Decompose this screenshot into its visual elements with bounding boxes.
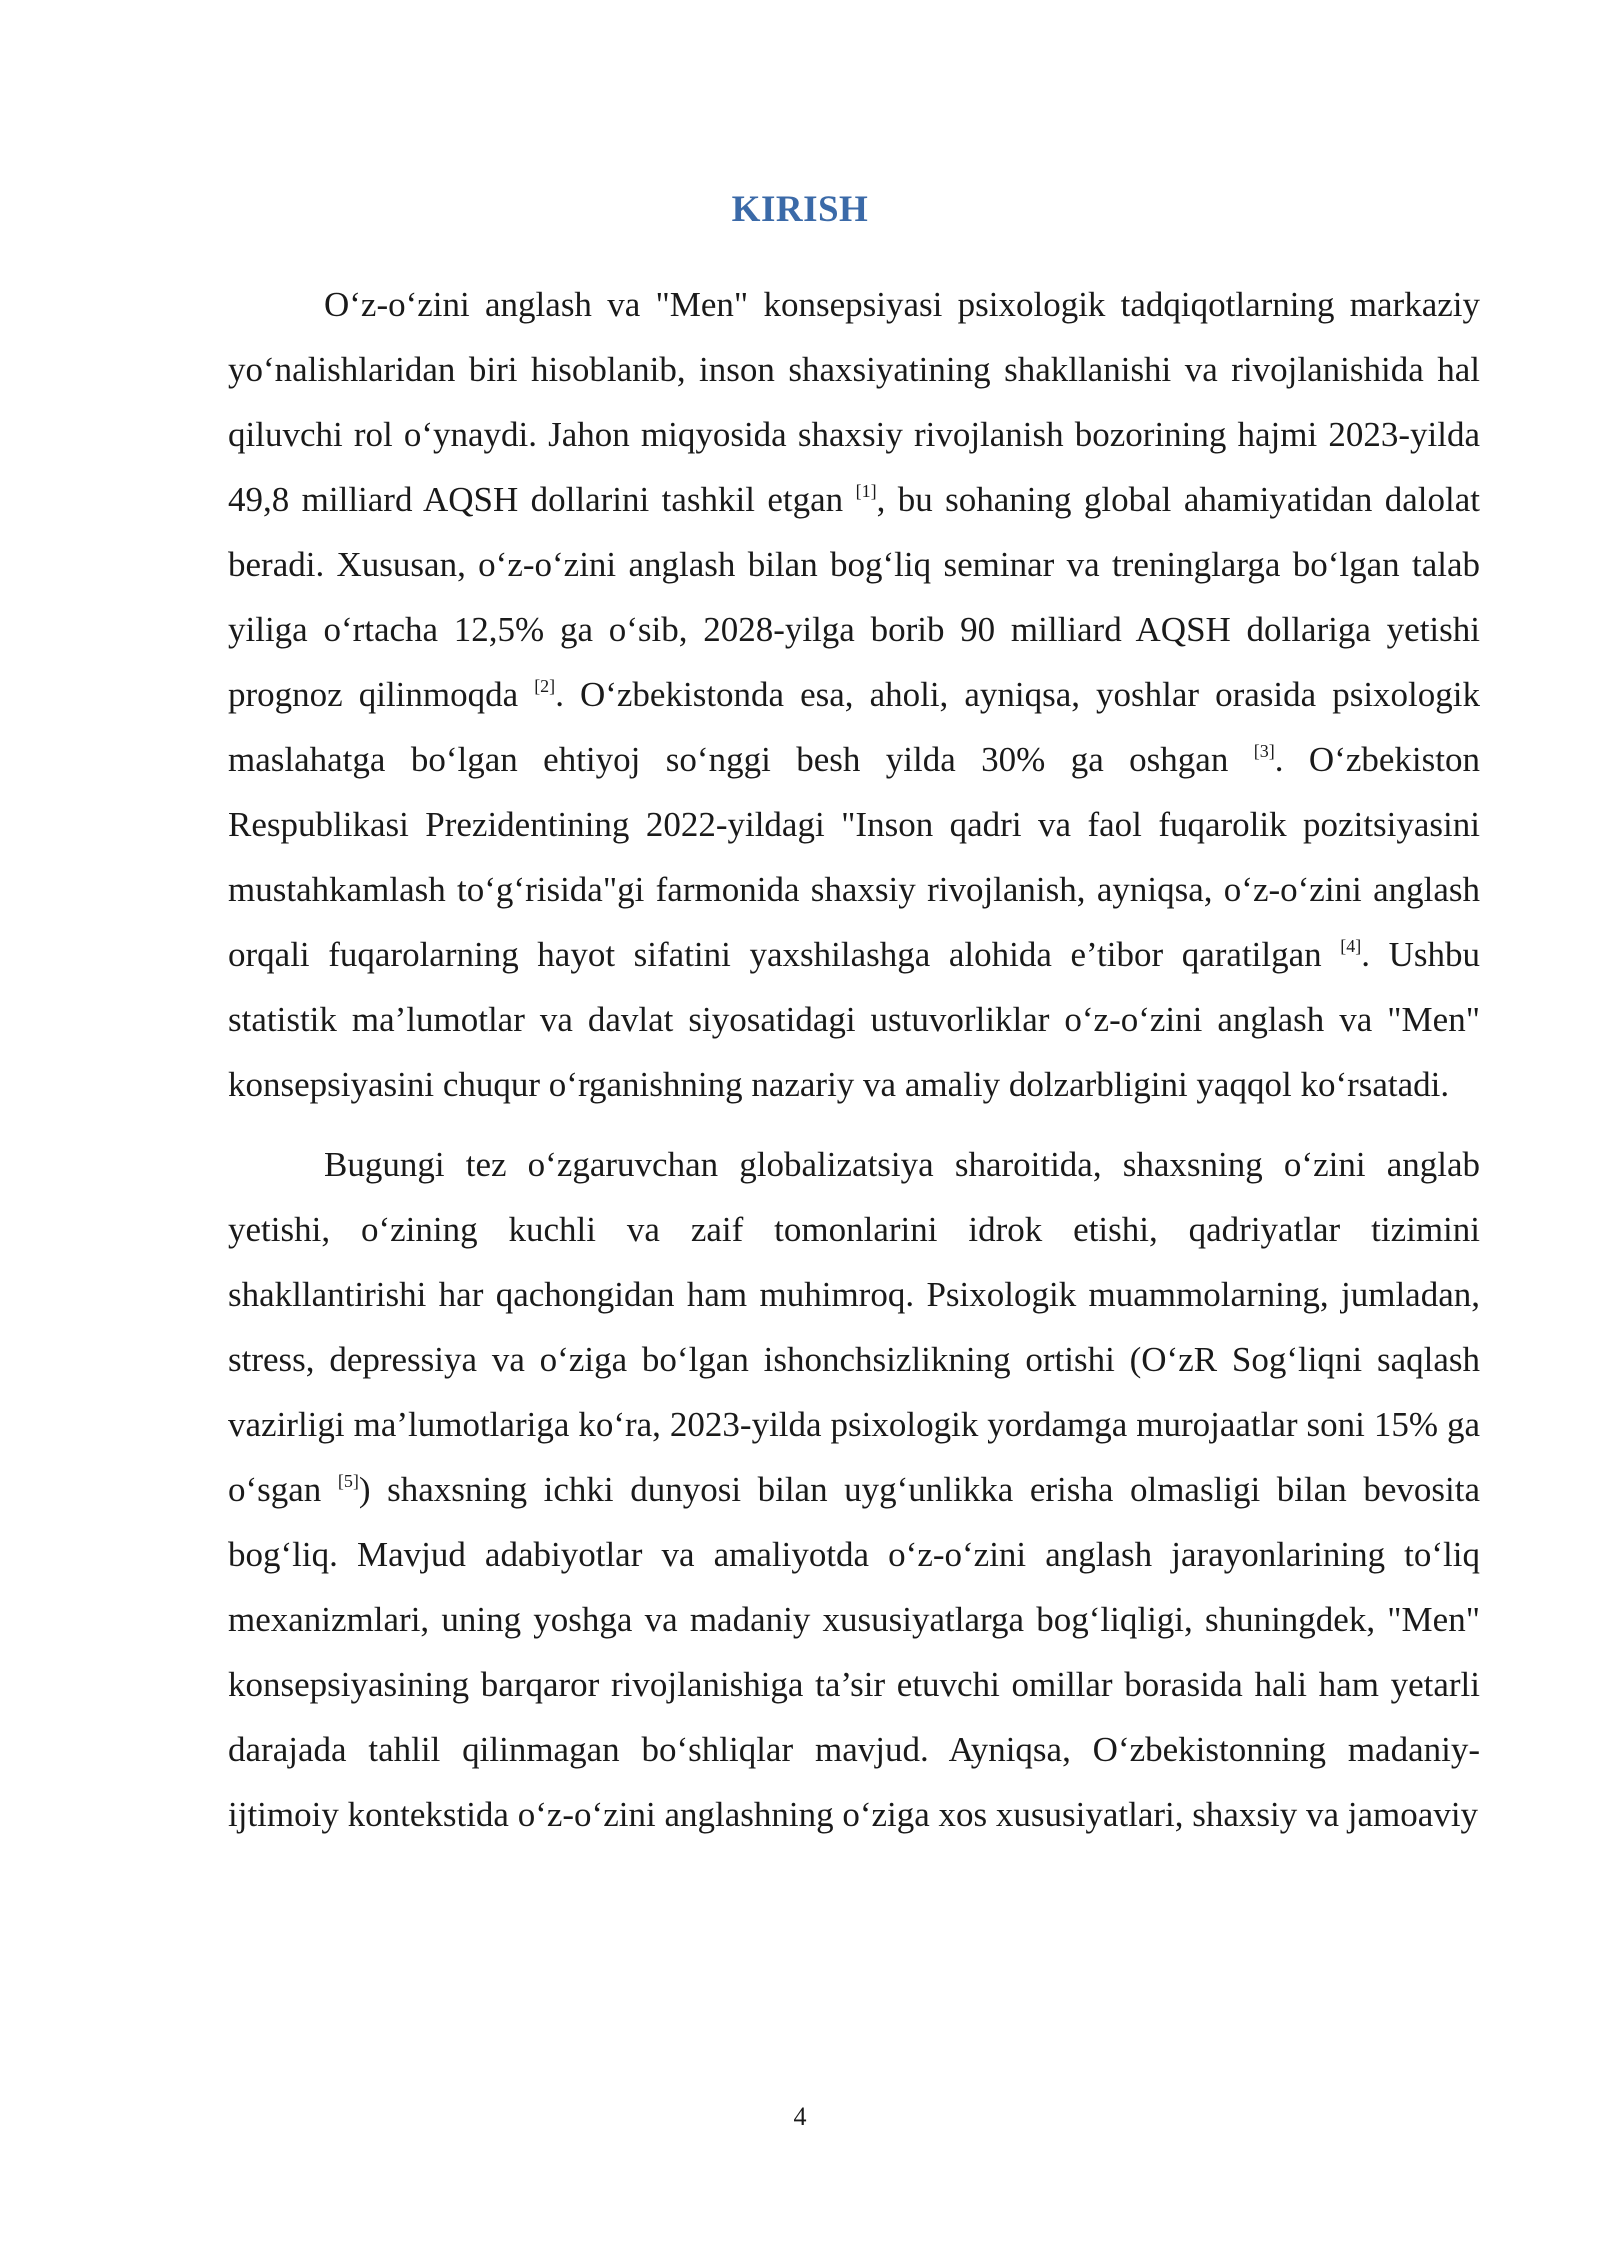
paragraph-1-text-1: O‘z-o‘zini anglash va "Men" konsepsiyasi psixologik tadqiqotlarning markaziy yo‘nalishlaridan biri hisoblanib, inson shaxsiyatining shakllanishi va rivojlanishida hal qiluvchi rol o‘ynaydi. Jahon miqyosida shaxsiy rivojlanish bozorining hajmi 2023-yilda 49,8 milliard AQSH dollarini tashkil etgan [228, 285, 1480, 519]
citation-ref-1: [1] [855, 481, 877, 501]
paragraph-2-text-2: ) shaxsning ichki dunyosi bilan uyg‘unlikka erisha olmasligi bilan bevosita bog‘liq. Mavjud adabiyotlar va amaliyotda o‘z-o‘zini anglash jarayonlarining to‘liq mexanizmlari, uning yoshga va madaniy xususiyatlarga bog‘liqligi, shuningdek, "Men" konsepsiyasining barqaror rivojlanishiga ta’sir etuvchi omillar borasida hali ham yetarli darajada tahlil qilinmagan bo‘shliqlar mavjud. Ayniqsa, O‘zbekistonning madaniy-ijtimoiy kontekstida o‘z-o‘zini anglashning o‘ziga xos xususiyatlari, shaxsiy va jamoaviy [228, 1470, 1480, 1834]
paragraph-1-text-4: . O‘zbekiston Respublikasi Prezidentining 2022-yildagi "Inson qadri va faol fuqarolik pozitsiyasini mustahkamlash to‘g‘risida"gi farmonida shaxsiy rivojlanish, ayniqsa, o‘z-o‘zini anglash orqali fuqarolarning hayot sifatini yaxshilashga alohida e’tibor qaratilgan [228, 740, 1480, 974]
paragraph-1 [228, 272, 1480, 1117]
paragraph-1-text-5: . Ushbu statistik ma’lumotlar va davlat siyosatidagi ustuvorliklar o‘z-o‘zini anglash va "Men" konsepsiyasini chuqur o‘rganishning nazariy va amaliy dolzarbligini yaqqol ko‘rsatadi. [228, 935, 1480, 1104]
page-number: 4 [793, 2102, 807, 2131]
citation-ref-3: [3] [1253, 741, 1275, 761]
citation-ref-5: [5] [337, 1471, 359, 1491]
citation-ref-2: [2] [534, 676, 556, 696]
paragraph-2 [228, 1132, 1480, 1847]
paragraph-1-text-2: , bu sohaning global ahamiyatidan dalolat beradi. Xususan, o‘z-o‘zini anglash bilan bog‘liq seminar va treninglarga bo‘lgan talab yiliga o‘rtacha 12,5% ga o‘sib, 2028-yilga borib 90 milliard AQSH dollariga yetishi prognoz qilinmoqda [228, 480, 1480, 714]
citation-ref-4: [4] [1340, 936, 1362, 956]
body-text [228, 272, 1480, 1847]
paragraph-1-text-3: . O‘zbekistonda esa, aholi, ayniqsa, yoshlar orasida psixologik maslahatga bo‘lgan ehtiyoj so‘nggi besh yilda 30% ga oshgan [228, 675, 1480, 779]
section-heading: KIRISH [731, 189, 869, 230]
paragraph-2-text-1: Bugungi tez o‘zgaruvchan globalizatsiya sharoitida, shaxsning o‘zini anglab yetishi, o‘zining kuchli va zaif tomonlarini idrok etishi, qadriyatlar tizimini shakllantirishi har qachongidan ham muhimroq. Psixologik muammolarning, jumladan, stress, depressiya va o‘ziga bo‘lgan ishonchsizlikning ortishi (O‘zR Sog‘liqni saqlash vazirligi ma’lumotlariga ko‘ra, 2023-yilda psixologik yordamga murojaatlar soni 15% ga o‘sgan [228, 1145, 1480, 1509]
